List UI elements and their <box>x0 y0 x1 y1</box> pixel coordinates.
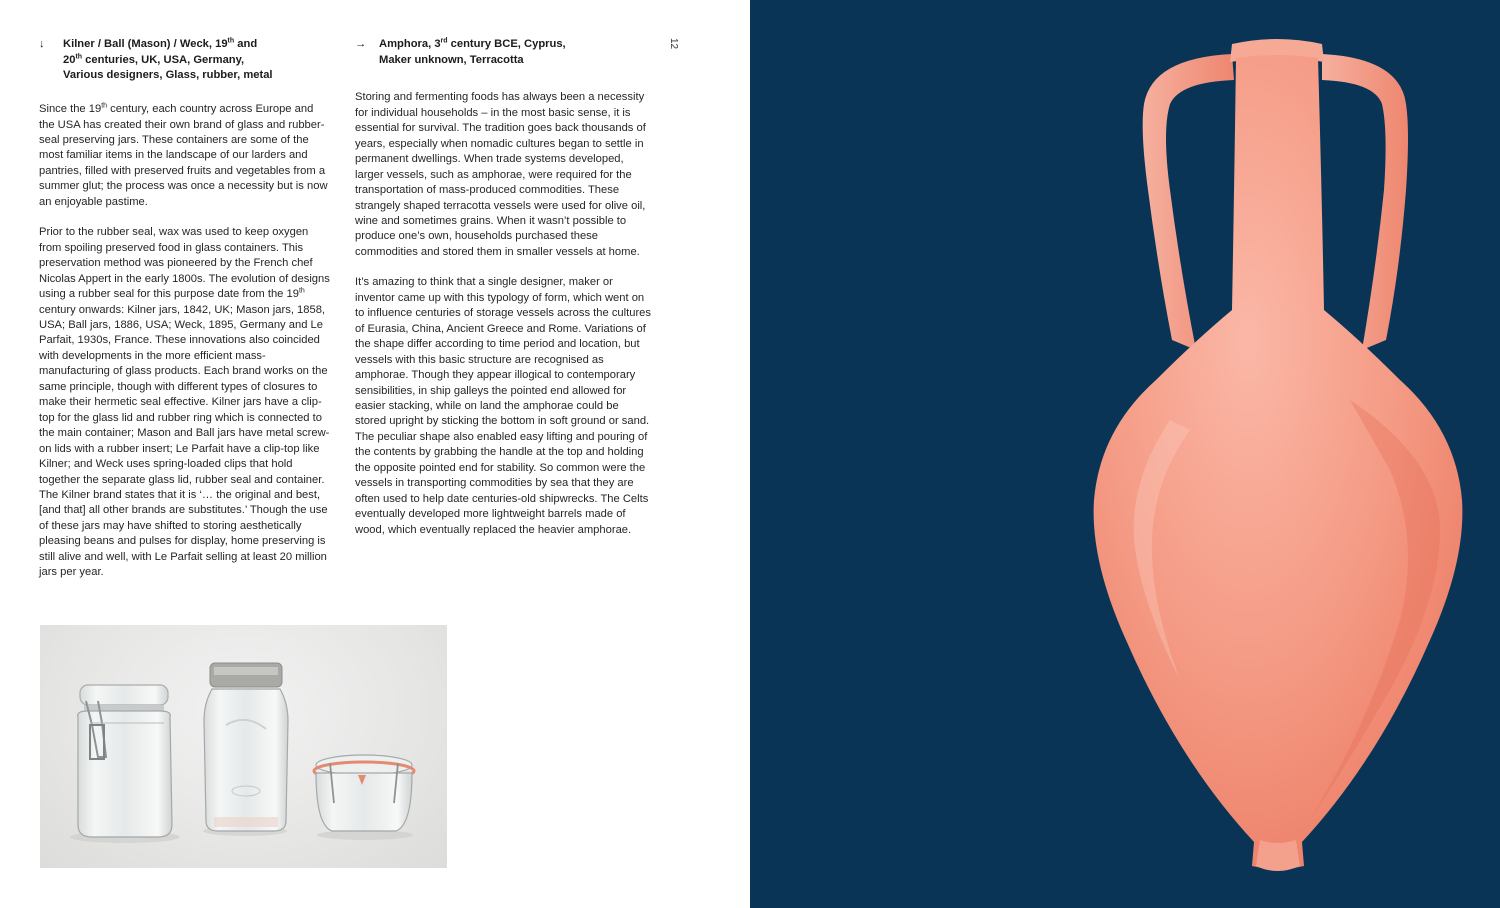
page-number: 12 <box>668 37 680 50</box>
paragraph-jars-1: Since the 19th century, each country across Europe and the USA has created their own brand of glass and rubber-seal preserving jars. These containers are some of the most familiar items in the landscape of our larders and pantries, filled with preserved fruits and vegetables from a summer glut; the process was once a necessity but is now an enjoyable pastime. <box>39 102 328 208</box>
right-arrow-icon: → <box>355 38 367 50</box>
caption-line-3: Various designers, Glass, rubber, metal <box>63 69 273 82</box>
kilner-jar <box>78 685 172 837</box>
paragraph-amphora-2: It’s amazing to think that a single designer, maker or inventor came up with this typology of form, which went on to influence centuries of storage vessels across the cultures of Eurasia, China, Ancient Greece and Rome. Variations of the shape differ according to time period and location, but vessels with this basic structure are recognised as amphorae. Though they appear illogical to contemporary sensibilities, in ship galleys the pointed end allowed for easier stacking, while on land the amphorae could be stored upright by sticking the bottom in soft ground or sand. The peculiar shape also enabled easy lifting and pouring of the contents by grabbing the handle at the top and holding the opposite pointed end for stability. So common were the vessels in transporting commodities by sea that they are often used to help date centuries-old shipwrecks. The Celts eventually developed more lightweight barrels made of wood, which eventually replaced the heavier amphorae. <box>355 276 651 536</box>
down-arrow-icon: ↓ <box>39 38 45 50</box>
text-column-amphora <box>355 37 651 553</box>
paragraph-jars-2: Prior to the rubber seal, wax was used to keep oxygen from spoiling preserved food in glass containers. This preservation method was pioneered by the French chef Nicolas Appert in the early 1800s. The evolution of designs using a rubber seal for this purpose date from the 19th century onwards: Kilner jars, 1842, UK; Mason jars, 1858, USA; Ball jars, 1886, USA; Weck, 1895, Germany and Le Parfait, 1930s, France. These innovations also coincided with developments in the more efficient mass-manufacturing of glass products. Each brand works on the same principle, though with different types of closures to make their hermetic seal effective. Kilner jars have a clip-top for the glass lid and rubber ring which is connected to the main container; Mason and Ball jars have metal screw-on lids with a rubber insert; Le Parfait have a clip-top like Kilner; and Weck uses spring-loaded clips that hold together the separate glass lid, rubber seal and container. The Kilner brand states that it is ‘… the original and best, [and that] all other brands are substitutes.’ Though the use of these jars may have shifted to storing aesthetically pleasing beans and pulses for display, home preserving is still alive and well, with Le Parfait selling at least 20 million jars per year. <box>39 226 330 579</box>
caption-amphora <box>355 37 651 68</box>
preserving-jars-photo <box>40 625 447 868</box>
jars-illustration <box>40 625 447 868</box>
caption-line-1: Kilner / Ball (Mason) / Weck, 19th and <box>63 37 258 50</box>
caption-jars <box>39 37 331 84</box>
amphora-image <box>750 0 1500 908</box>
right-page <box>750 0 1500 908</box>
mason-jar <box>204 663 288 831</box>
weck-jar <box>314 755 414 831</box>
caption-line-2: Maker unknown, Terracotta <box>379 53 524 66</box>
caption-line-1: Amphora, 3rd century BCE, Cyprus, <box>379 37 566 50</box>
paragraph-amphora-1: Storing and fermenting foods has always been a necessity for individual households – in the most basic sense, it is essential for survival. The tradition goes back thousands of years, especially when nomadic cultures began to settle in permanent dwellings. When trade systems developed, larger vessels, such as amphorae, were required for the transportation of mass-produced commodities. These strangely shaped terracotta vessels were used for olive oil, wine and sometimes grains. When it wasn’t possible to produce one’s own, households purchased these commodities and stored them in smaller vessels at home. <box>355 91 646 258</box>
text-column-jars <box>39 37 331 596</box>
caption-line-2: 20th centuries, UK, USA, Germany, <box>63 52 245 66</box>
